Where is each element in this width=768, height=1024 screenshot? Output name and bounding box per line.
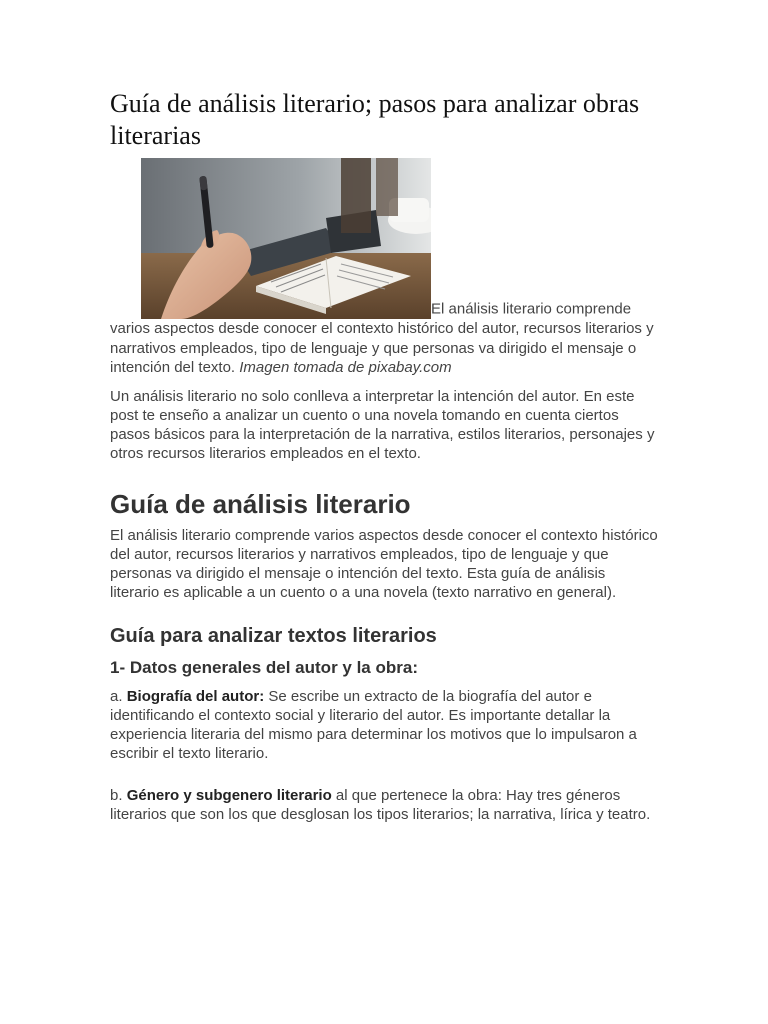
item-b-term: Género y subgenero literario	[126, 786, 332, 804]
section-paragraph: El análisis literario comprende varios aspectos desde conocer el contexto histórico del autor, recursos literarios y narrativos empleados, tipo de lenguaje y que personas va dirigido el mensaje o intención del texto. Esta guía de análisis literario es aplicable a un cuento o a una novela (texto narrativo en general).	[110, 526, 658, 601]
item-b-paragraph: b. Género y subgenero literario al que pertenece la obra: Hay tres géneros literarios que son los que desglosan los tipos literarios; la narrativa, lírica y teatro.	[110, 786, 651, 823]
section-heading: Guía de análisis literario	[110, 488, 411, 519]
document-title: Guía de análisis literario; pasos para analizar obras literarias	[110, 89, 640, 150]
subheading: Guía para analizar textos literarios	[110, 624, 437, 647]
document-page	[110, 88, 658, 824]
image-caption: El análisis literario comprende varios aspectos desde conocer el contexto histórico del autor, recursos literarios y narrativos empleados, tipo de lenguaje y que personas va dirigido el mensaje o intención del texto. Imagen tomada de pixabay.com	[110, 158, 658, 378]
item-a-paragraph: a. Biografía del autor: Se escribe un extracto de la biografía del autor e identificando el contexto social y literario del autor. Es importante detallar la experiencia literaria del mismo para determinar los motivos que lo impulsaron a escribir el texto literario.	[110, 687, 637, 762]
writing-photo	[141, 158, 431, 319]
intro-paragraph: Un análisis literario no solo conlleva a interpretar la intención del autor. En este post te enseño a analizar un cuento o una novela tomando en cuenta ciertos pasos básicos para la interpretación de la narrativa, estilos literarios, personajes y otros recursos literarios empleados en el texto.	[110, 387, 655, 462]
item-a-term: Biografía del autor:	[126, 687, 265, 705]
step1-heading: 1- Datos generales del autor y la obra:	[110, 657, 418, 677]
